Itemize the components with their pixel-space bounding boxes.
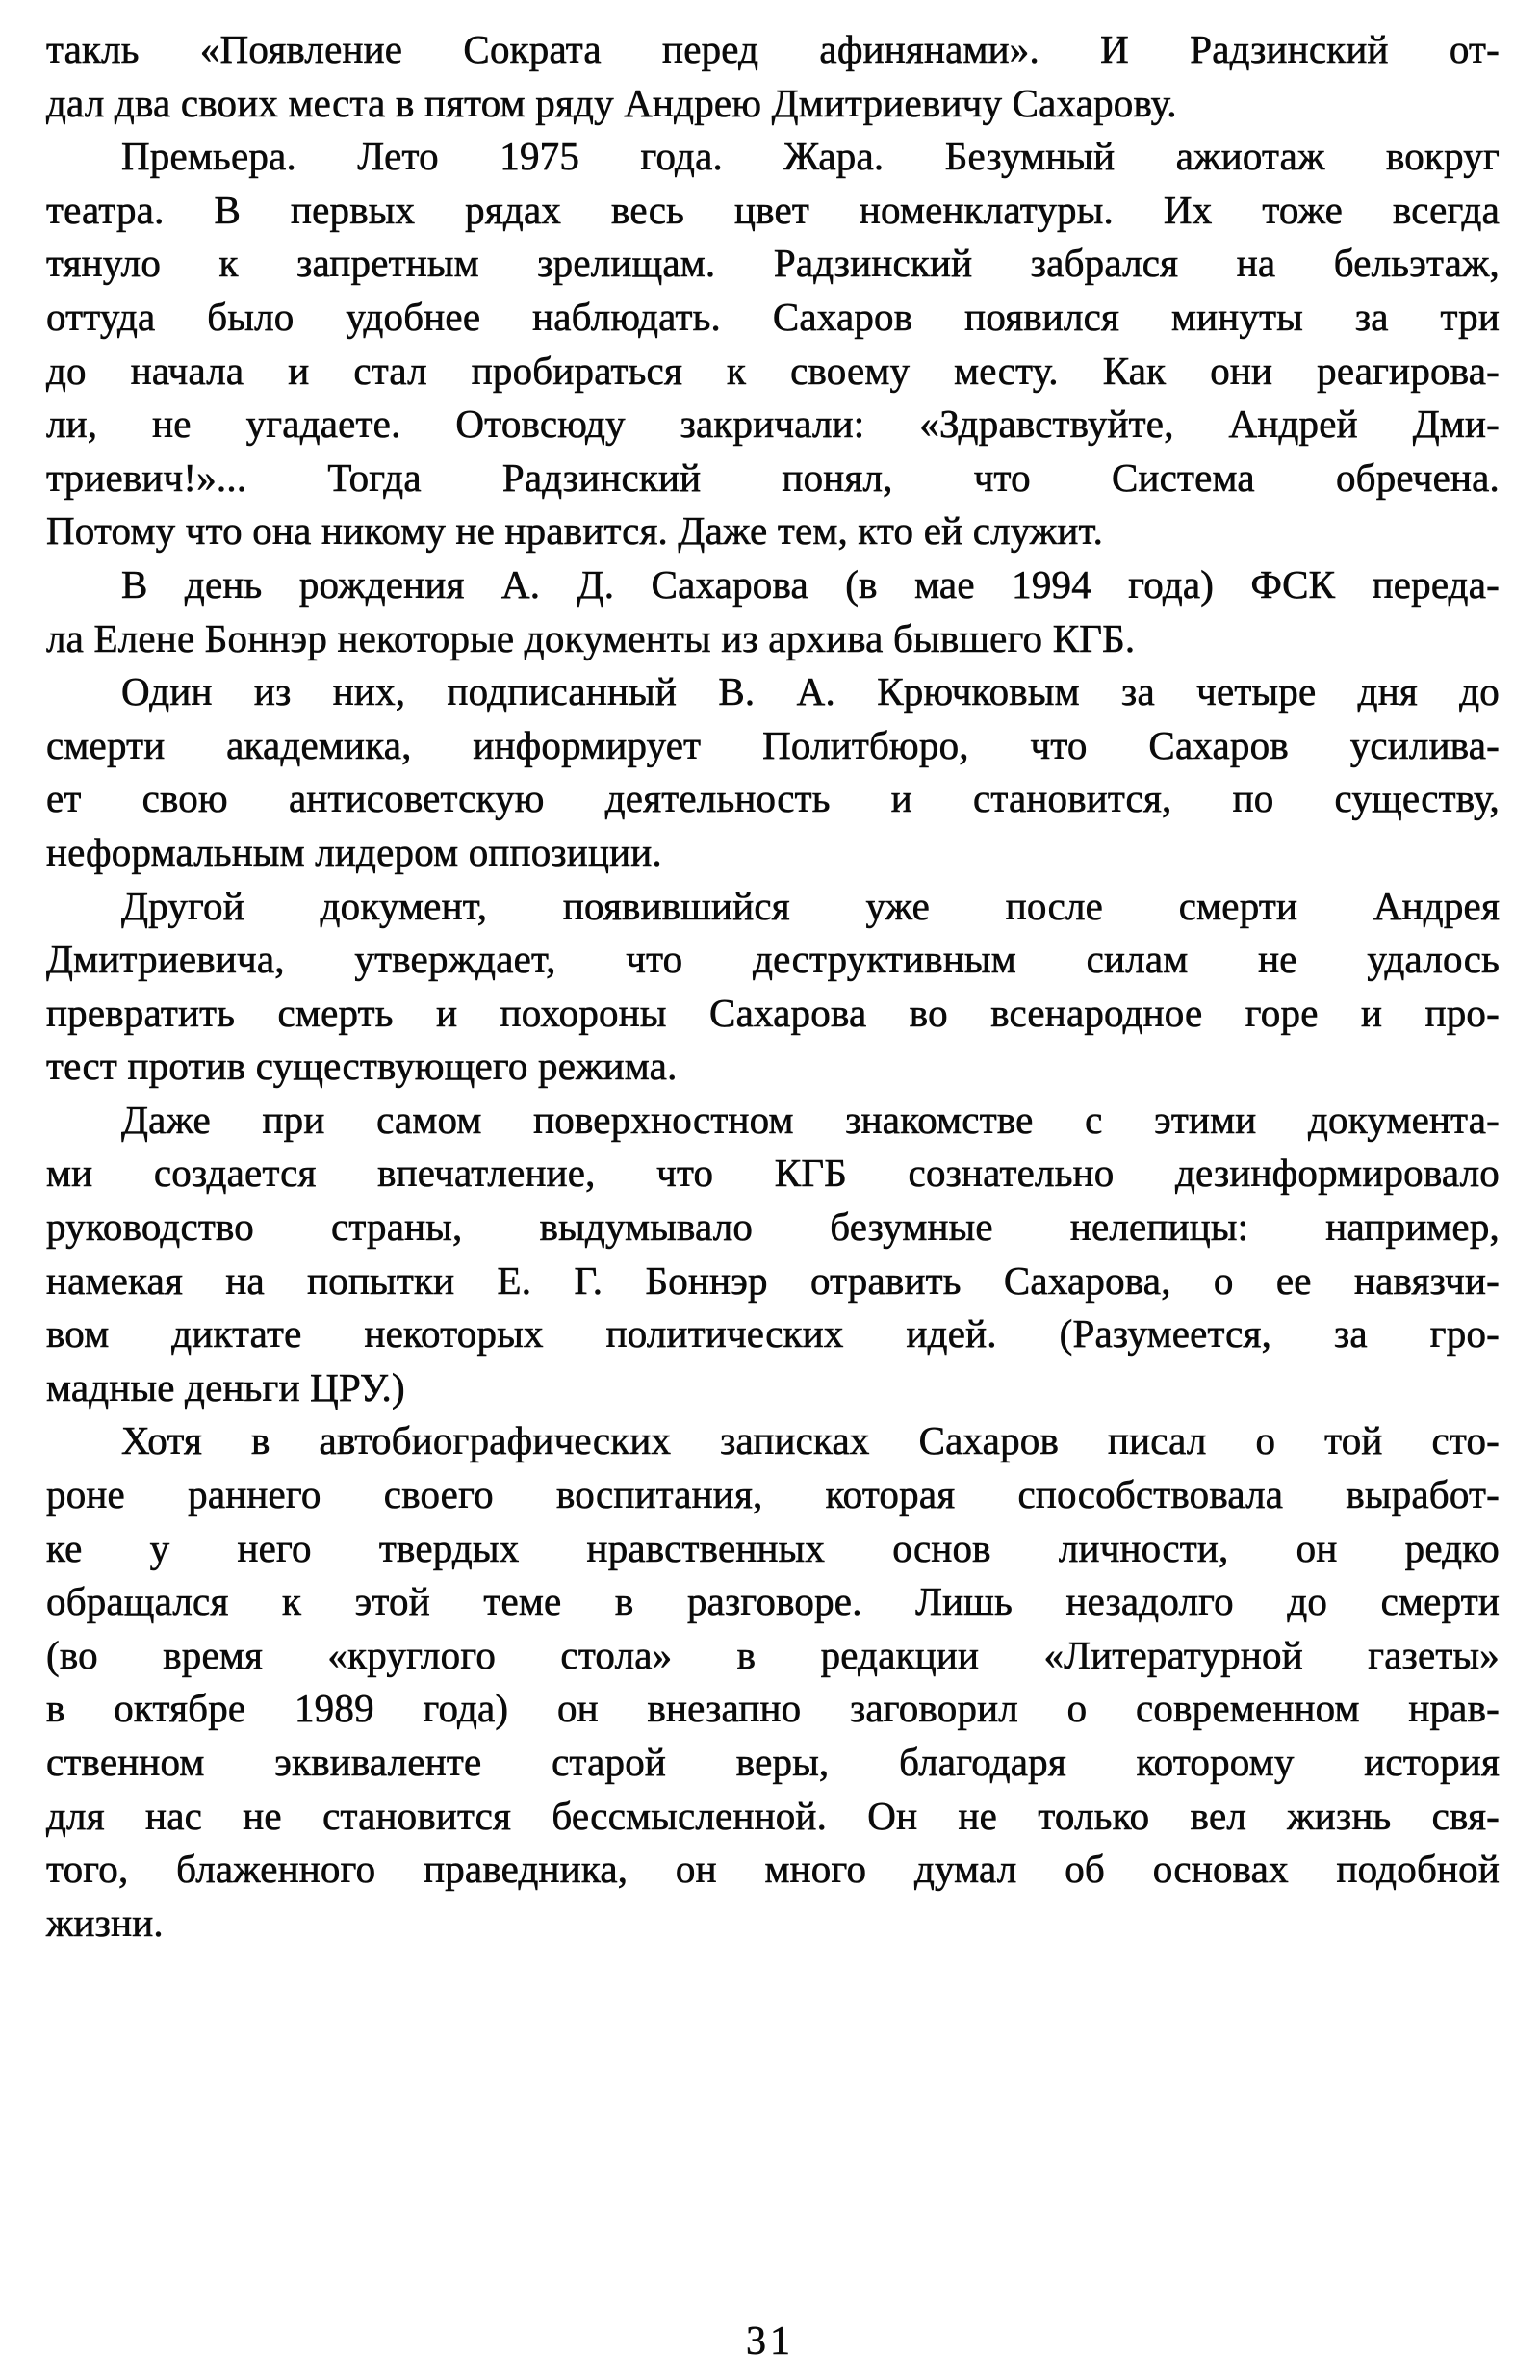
text-line: (во время «круглого стола» в редакции «Литературной газеты»	[46, 1632, 1500, 1677]
text-line: вом диктате некоторых политических идей. (Разумеется, за гро-	[46, 1311, 1500, 1357]
text-line: для нас не становится бессмысленной. Он не только вел жизнь свя-	[46, 1793, 1500, 1838]
text-line: Хотя в автобиографических записках Сахаров писал о той сто-	[121, 1418, 1500, 1463]
text-line: ли, не угадаете. Отовсюду закричали: «Здравствуйте, Андрей Дми-	[46, 401, 1500, 447]
text-line: тянуло к запретным зрелищам. Радзинский забрался на бельэтаж,	[46, 241, 1500, 286]
text-line: триевич!»... Тогда Радзинский понял, что Система обречена.	[46, 454, 1500, 500]
text-line: превратить смерть и похороны Сахарова во всенародное горе и про-	[46, 990, 1500, 1035]
text-line: мадные деньги ЦРУ.)	[46, 1364, 405, 1410]
text-line: ке у него твердых нравственных основ личности, он редко	[46, 1525, 1500, 1570]
text-line: В день рождения А. Д. Сахарова (в мае 1994 года) ФСК переда-	[121, 561, 1500, 607]
text-line: Потому что она никому не нравится. Даже тем, кто ей служит.	[46, 508, 1104, 554]
text-line: оттуда было удобнее наблюдать. Сахаров появился минуты за три	[46, 294, 1500, 339]
text-line: ла Елене Боннэр некоторые документы из архива бывшего КГБ.	[46, 615, 1136, 660]
text-line: Даже при самом поверхностном знакомстве с этими документа-	[121, 1097, 1500, 1142]
text-line: тест против существующего режима.	[46, 1044, 678, 1089]
text-line: роне раннего своего воспитания, которая способствовала выработ-	[46, 1472, 1500, 1517]
page-number: 31	[746, 2319, 794, 2364]
text-line: в октябре 1989 года) он внезапно заговорил о современном нрав-	[46, 1686, 1500, 1731]
text-line: руководство страны, выдумывало безумные нелепицы: например,	[46, 1204, 1500, 1250]
text-line: Дмитриевича, утверждает, что деструктивным силам не удалось	[46, 937, 1500, 982]
text-line: неформальным лидером оппозиции.	[46, 829, 662, 874]
text-line: Другой документ, появившийся уже после смерти Андрея	[121, 883, 1500, 928]
body-text	[46, 23, 1500, 1950]
text-line: жизни.	[46, 1900, 164, 1945]
text-line: ет свою антисоветскую деятельность и становится, по существу,	[46, 776, 1500, 821]
text-line: дал два своих места в пятом ряду Андрею Дмитриевичу Сахарову.	[46, 80, 1177, 125]
text-line: обращался к этой теме в разговоре. Лишь незадолго до смерти	[46, 1579, 1500, 1624]
text-line: того, блаженного праведника, он много думал об основах подобной	[46, 1847, 1500, 1892]
text-line: Один из них, подписанный В. А. Крючковым за четыре дня до	[121, 669, 1500, 714]
text-line: ственном эквиваленте старой веры, благодаря которому история	[46, 1740, 1500, 1784]
text-line: Премьера. Лето 1975 года. Жара. Безумный ажиотаж вокруг	[121, 134, 1500, 179]
text-line: ми создается впечатление, что КГБ сознательно дезинформировало	[46, 1151, 1500, 1196]
text-line: смерти академика, информирует Политбюро, что Сахаров усилива-	[46, 722, 1500, 767]
text-line: до начала и стал пробираться к своему месту. Как они реагирова-	[46, 348, 1500, 393]
text-line: намекая на попытки Е. Г. Боннэр отравить Сахарова, о ее навязчи-	[46, 1257, 1500, 1303]
text-line: такль «Появление Сократа перед афинянами». И Радзинский от-	[46, 27, 1500, 71]
text-line: театра. В первых рядах весь цвет номенклатуры. Их тоже всегда	[46, 187, 1500, 232]
